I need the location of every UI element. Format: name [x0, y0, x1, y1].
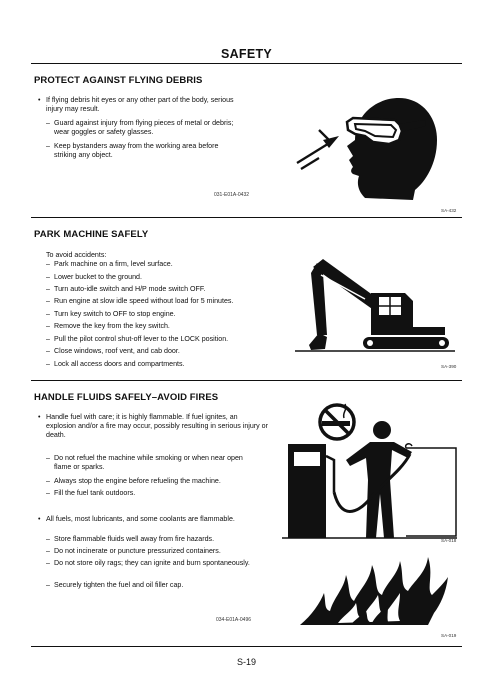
section-rule — [31, 217, 462, 218]
list-item: – Run engine at slow idle speed without load for 5 minutes. — [46, 297, 274, 306]
section-title-park-machine: PARK MACHINE SAFELY — [34, 229, 149, 240]
list-item: – Park machine on a firm, level surface. — [46, 260, 274, 269]
list-item: – Remove the key from the key switch. — [46, 322, 274, 331]
doc-code: 034-E01A-0496 — [216, 617, 252, 623]
list-item: – Close windows, roof vent, and cab door. — [46, 347, 274, 356]
footer-rule — [31, 646, 462, 647]
section-title-flying-debris: PROTECT AGAINST FLYING DEBRIS — [34, 75, 203, 86]
face-goggles-icon — [295, 90, 445, 205]
list-item: – Turn key switch to OFF to stop engine. — [46, 310, 274, 319]
list-item: – Securely tighten the fuel and oil filler cap. — [46, 581, 264, 590]
list-item: – Do not incinerate or puncture pressurized containers. — [46, 547, 264, 556]
fuel-pump-icon — [288, 444, 334, 538]
figure-label: SA-432 — [441, 208, 457, 213]
figure-label: SA-018 — [441, 538, 457, 543]
list-item: • If flying debris hit eyes or any other part of the body, serious injury may result. — [38, 96, 236, 114]
page-header-title: SAFETY — [220, 47, 273, 61]
doc-code: 031-E01A-0432 — [214, 192, 250, 198]
list-item: – Always stop the engine before refueling the machine. — [46, 477, 264, 486]
figure-label: SA-019 — [441, 633, 457, 638]
page-number: S-19 — [236, 657, 256, 667]
list-item: – Guard against injury from flying pieces of metal or debris; wear goggles or safety glasses. — [46, 119, 236, 137]
list-item: – Do not store oily rags; they can ignite and burn spontaneously. — [46, 559, 260, 568]
section-title-handle-fluids: HANDLE FLUIDS SAFELY–AVOID FIRES — [34, 392, 219, 403]
list-item: – Turn auto-idle switch and H/P mode switch OFF. — [46, 285, 274, 294]
person-refueling-icon — [346, 421, 412, 538]
header-rule — [31, 63, 462, 64]
no-smoking-icon — [320, 404, 354, 439]
figure-label: SA-390 — [441, 364, 457, 369]
list-item: • All fuels, most lubricants, and some coolants are flammable. — [38, 515, 276, 524]
list-item: – Fill the fuel tank outdoors. — [46, 489, 264, 498]
section-intro: To avoid accidents: — [46, 251, 107, 259]
list-item: • Handle fuel with care; it is highly flammable. If fuel ignites, an explosion and/or a fire may occur, possibly resulting in serious injury or death. — [38, 413, 268, 440]
list-item: – Keep bystanders away from the working area before striking any object. — [46, 142, 232, 160]
list-item: – Do not refuel the machine while smoking or when near open flame or sparks. — [46, 454, 254, 472]
excavator-icon — [295, 253, 455, 361]
list-item: – Store flammable fluids well away from fire hazards. — [46, 535, 264, 544]
list-item: – Lock all access doors and compartments. — [46, 360, 274, 369]
refueling-illustration — [282, 400, 457, 540]
section-rule — [31, 380, 462, 381]
list-item: – Lower bucket to the ground. — [46, 273, 274, 282]
list-item: – Pull the pilot control shut-off lever to the LOCK position. — [46, 335, 284, 344]
flames-icon — [300, 553, 450, 628]
